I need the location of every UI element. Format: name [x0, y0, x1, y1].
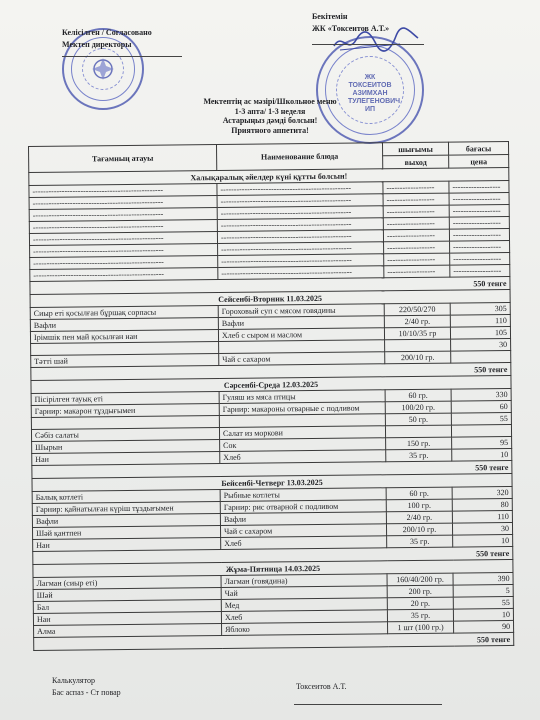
dash-cell: ------------------	[384, 265, 450, 278]
dash-cell: -------------------------------------------------	[217, 194, 383, 208]
holiday-greeting: Халықаралық әйелдер күні құтты болсын!	[29, 167, 509, 185]
dish-name-ru: Хлеб	[221, 610, 387, 624]
dish-name-ru: Чай с сахаром	[220, 524, 386, 538]
dish-name-kz: Алма	[34, 623, 222, 637]
col-kz-header: Тағамның атауы	[29, 145, 217, 173]
menu-table	[28, 141, 514, 651]
day-total: 550 тенге	[31, 362, 511, 380]
dash-cell: ------------------	[449, 216, 509, 229]
dish-output: 50 гр.	[385, 413, 451, 426]
dish-name-kz: Бал	[33, 600, 221, 614]
day-total: 550 тенге	[34, 632, 514, 650]
dish-output: 2/40 гр.	[386, 511, 452, 524]
dash-cell: -------------------------------------------------	[218, 242, 384, 256]
footer-name: Токсеитов А.Т.	[296, 682, 347, 691]
dish-name-kz: Шәй	[33, 588, 221, 602]
day-title: Жұма-Пятница 14.03.2025	[33, 559, 513, 577]
dish-output: 220/50/270	[384, 303, 450, 316]
dish-price	[451, 350, 511, 363]
approval-left-line2: Мектеп директоры	[62, 40, 132, 49]
dash-cell: ------------------	[450, 264, 510, 277]
dash-cell: ------------------	[450, 240, 510, 253]
dash-cell: ------------------	[384, 253, 450, 266]
dish-name-kz: Шырын	[32, 440, 220, 454]
dish-price: 55	[451, 412, 511, 425]
dash-cell: -------------------------------------------------	[30, 256, 218, 270]
dash-cell: ------------------	[449, 180, 509, 193]
dash-cell: -------------------------------------------------	[218, 266, 384, 280]
dash-cell: -------------------------------------------------	[217, 230, 383, 244]
dish-price: 105	[450, 326, 510, 339]
menu-header	[120, 97, 420, 135]
dish-name-ru: Вафли	[220, 512, 386, 526]
dish-output: 1 шт (100 гр.)	[388, 621, 454, 634]
dish-name-kz: Гарнир: қайнатылған күріш тұздығымен	[32, 502, 220, 516]
dish-name-ru: Лагман (говядина)	[221, 574, 387, 588]
dash-cell: ------------------	[383, 217, 449, 230]
approval-right-line1: Бекітемін	[312, 12, 348, 21]
dish-output	[385, 425, 451, 438]
dash-cell: ------------------	[450, 252, 510, 265]
dish-output: 200/10 гр.	[386, 523, 452, 536]
dish-name-kz: Вафли	[32, 514, 220, 528]
dish-price: 390	[453, 572, 513, 585]
dish-name-kz: Вафли	[30, 318, 218, 332]
dish-price: 60	[451, 400, 511, 413]
dash-cell: -------------------------------------------------	[30, 244, 218, 258]
dish-name-ru: Рыбные котлеты	[220, 488, 386, 502]
approval-left-line1: Келісілген / Согласовано	[62, 28, 152, 37]
dish-price: 330	[451, 388, 511, 401]
approval-left-line	[62, 56, 182, 57]
dish-name-ru: Гороховый суп с мясом говядины	[218, 304, 384, 318]
dish-name-kz: Нан	[33, 612, 221, 626]
dish-output: 100/20 гр.	[385, 401, 451, 414]
dash-cell: ------------------	[383, 205, 449, 218]
dash-cell: -------------------------------------------------	[29, 184, 217, 198]
dash-cell: ------------------	[383, 229, 449, 242]
footer-chef: Бас аспаз - Ст повар	[52, 688, 121, 697]
day-title: Сәрсенбі-Среда 12.03.2025	[31, 375, 511, 393]
col-output-kz-header: шығымы	[382, 142, 448, 156]
dish-name-ru: Салат из моркови	[219, 426, 385, 440]
dish-name-kz: Нан	[33, 538, 221, 552]
dish-output: 200/10 гр.	[385, 351, 451, 364]
dash-cell: -------------------------------------------------	[29, 196, 217, 210]
dish-name-kz: Пісірілген тауық еті	[31, 392, 219, 406]
dash-cell: ------------------	[449, 228, 509, 241]
dish-name-ru: Чай	[221, 586, 387, 600]
dish-name-ru: Вафли	[218, 316, 384, 330]
footer-calculator: Калькулятор	[52, 676, 95, 685]
day-total: 550 тенге	[33, 546, 513, 564]
dish-price: 80	[452, 498, 512, 511]
dish-price: 10	[453, 534, 513, 547]
dash-cell: -------------------------------------------------	[29, 208, 217, 222]
dish-output: 35 гр.	[386, 449, 452, 462]
dish-output: 20 гр.	[387, 597, 453, 610]
dish-price: 10	[453, 608, 513, 621]
dash-cell: ------------------	[383, 181, 449, 194]
day-total: 550 тенге	[32, 460, 512, 478]
dish-name-ru: Чай с сахаром	[219, 352, 385, 366]
dish-output: 60 гр.	[386, 487, 452, 500]
day-title: Сейсенбі-Вторник 11.03.2025	[30, 289, 510, 307]
dash-cell: -------------------------------------------------	[217, 206, 383, 220]
dash-cell: -------------------------------------------------	[217, 182, 383, 196]
dish-name-kz: Нан	[32, 452, 220, 466]
col-price-ru-header: цена	[449, 154, 509, 168]
dish-output: 150 гр.	[386, 437, 452, 450]
dish-price	[451, 424, 511, 437]
dish-name-ru: Хлеб с сыром и маслом	[218, 328, 384, 342]
dish-name-kz: Лагман (сиыр еті)	[33, 576, 221, 590]
dish-name-kz: Сиыр еті қосылған бұршақ сорпасы	[30, 306, 218, 320]
col-price-kz-header: бағасы	[448, 141, 508, 155]
dish-name-kz: Балық котлеті	[32, 490, 220, 504]
dash-cell: ------------------	[383, 193, 449, 206]
dish-price: 305	[450, 302, 510, 315]
day-title: Бейсенбі-Четверг 13.03.2025	[32, 473, 512, 491]
dish-price: 5	[453, 584, 513, 597]
dish-price: 90	[453, 620, 513, 633]
dash-cell: -------------------------------------------------	[29, 220, 217, 234]
dish-name-ru: Гуляш из мяса птицы	[219, 390, 385, 404]
dish-name-ru: Мед	[221, 598, 387, 612]
dash-cell: ------------------	[384, 241, 450, 254]
dash-cell: -------------------------------------------------	[30, 268, 218, 282]
dish-price: 30	[452, 522, 512, 535]
dash-cell: -------------------------------------------------	[218, 254, 384, 268]
dish-name-ru: Хлеб	[221, 536, 387, 550]
dish-price: 10	[452, 448, 512, 461]
dish-name-kz: Тәтті шай	[31, 354, 219, 368]
dash-cell: ------------------	[449, 192, 509, 205]
dish-output: 35 гр.	[387, 609, 453, 622]
dish-name-ru: Гарнир: рис отварной с подливом	[220, 500, 386, 514]
approval-right-line	[312, 44, 424, 45]
dish-name-ru: Сок	[220, 438, 386, 452]
dish-output: 100 гр.	[386, 499, 452, 512]
dish-name-kz: Гарнир: макарон тұздығымен	[31, 404, 219, 418]
header-line3: Астарыңыз дәмді болсын!	[222, 116, 318, 125]
stamp-center-text: ЖК ТОКСЕИТОВ АЗИМХАН ТУЛЕГЕНОВИЧ ИП	[348, 74, 401, 113]
header-line4: Приятного аппетита!	[231, 125, 309, 135]
dish-price: 30	[451, 338, 511, 351]
dish-price: 95	[452, 436, 512, 449]
dish-output: 200 гр.	[387, 585, 453, 598]
dish-output: 160/40/200 гр.	[387, 573, 453, 586]
header-line2: 1-3 апта/ 1-3 неделя	[234, 106, 306, 116]
dish-price: 55	[453, 596, 513, 609]
dish-output: 2/40 гр.	[384, 315, 450, 328]
dish-name-ru: Гарнир: макароны отварные с подливом	[219, 402, 385, 416]
dish-price: 110	[452, 510, 512, 523]
dish-price: 110	[450, 314, 510, 327]
header-line1: Мектептің ас мәзірі/Школьное меню	[203, 97, 337, 106]
dish-output	[385, 339, 451, 352]
dish-name-kz: Сәбіз салаты	[31, 428, 219, 442]
dash-cell: ------------------	[449, 204, 509, 217]
dish-output: 10/10/35 гр	[384, 327, 450, 340]
dish-name-ru: Хлеб	[220, 450, 386, 464]
approval-right-line2: ЖК «Токсеитов А.Т.»	[312, 24, 390, 33]
dish-output: 35 гр.	[387, 535, 453, 548]
dish-name-ru: Яблоко	[222, 622, 388, 636]
dish-name-kz: Ірімшік пен май қосылған нан	[30, 330, 218, 344]
col-ru-header: Наименование блюда	[216, 143, 382, 171]
dish-output: 60 гр.	[385, 389, 451, 402]
dish-price: 320	[452, 486, 512, 499]
dash-cell: -------------------------------------------------	[217, 218, 383, 232]
footer-signature-line	[294, 704, 442, 705]
dish-name-kz: Шәй қантпен	[32, 526, 220, 540]
holiday-total: 550 тенге	[30, 276, 510, 294]
dash-cell: -------------------------------------------------	[29, 232, 217, 246]
col-output-ru-header: выход	[383, 155, 449, 169]
